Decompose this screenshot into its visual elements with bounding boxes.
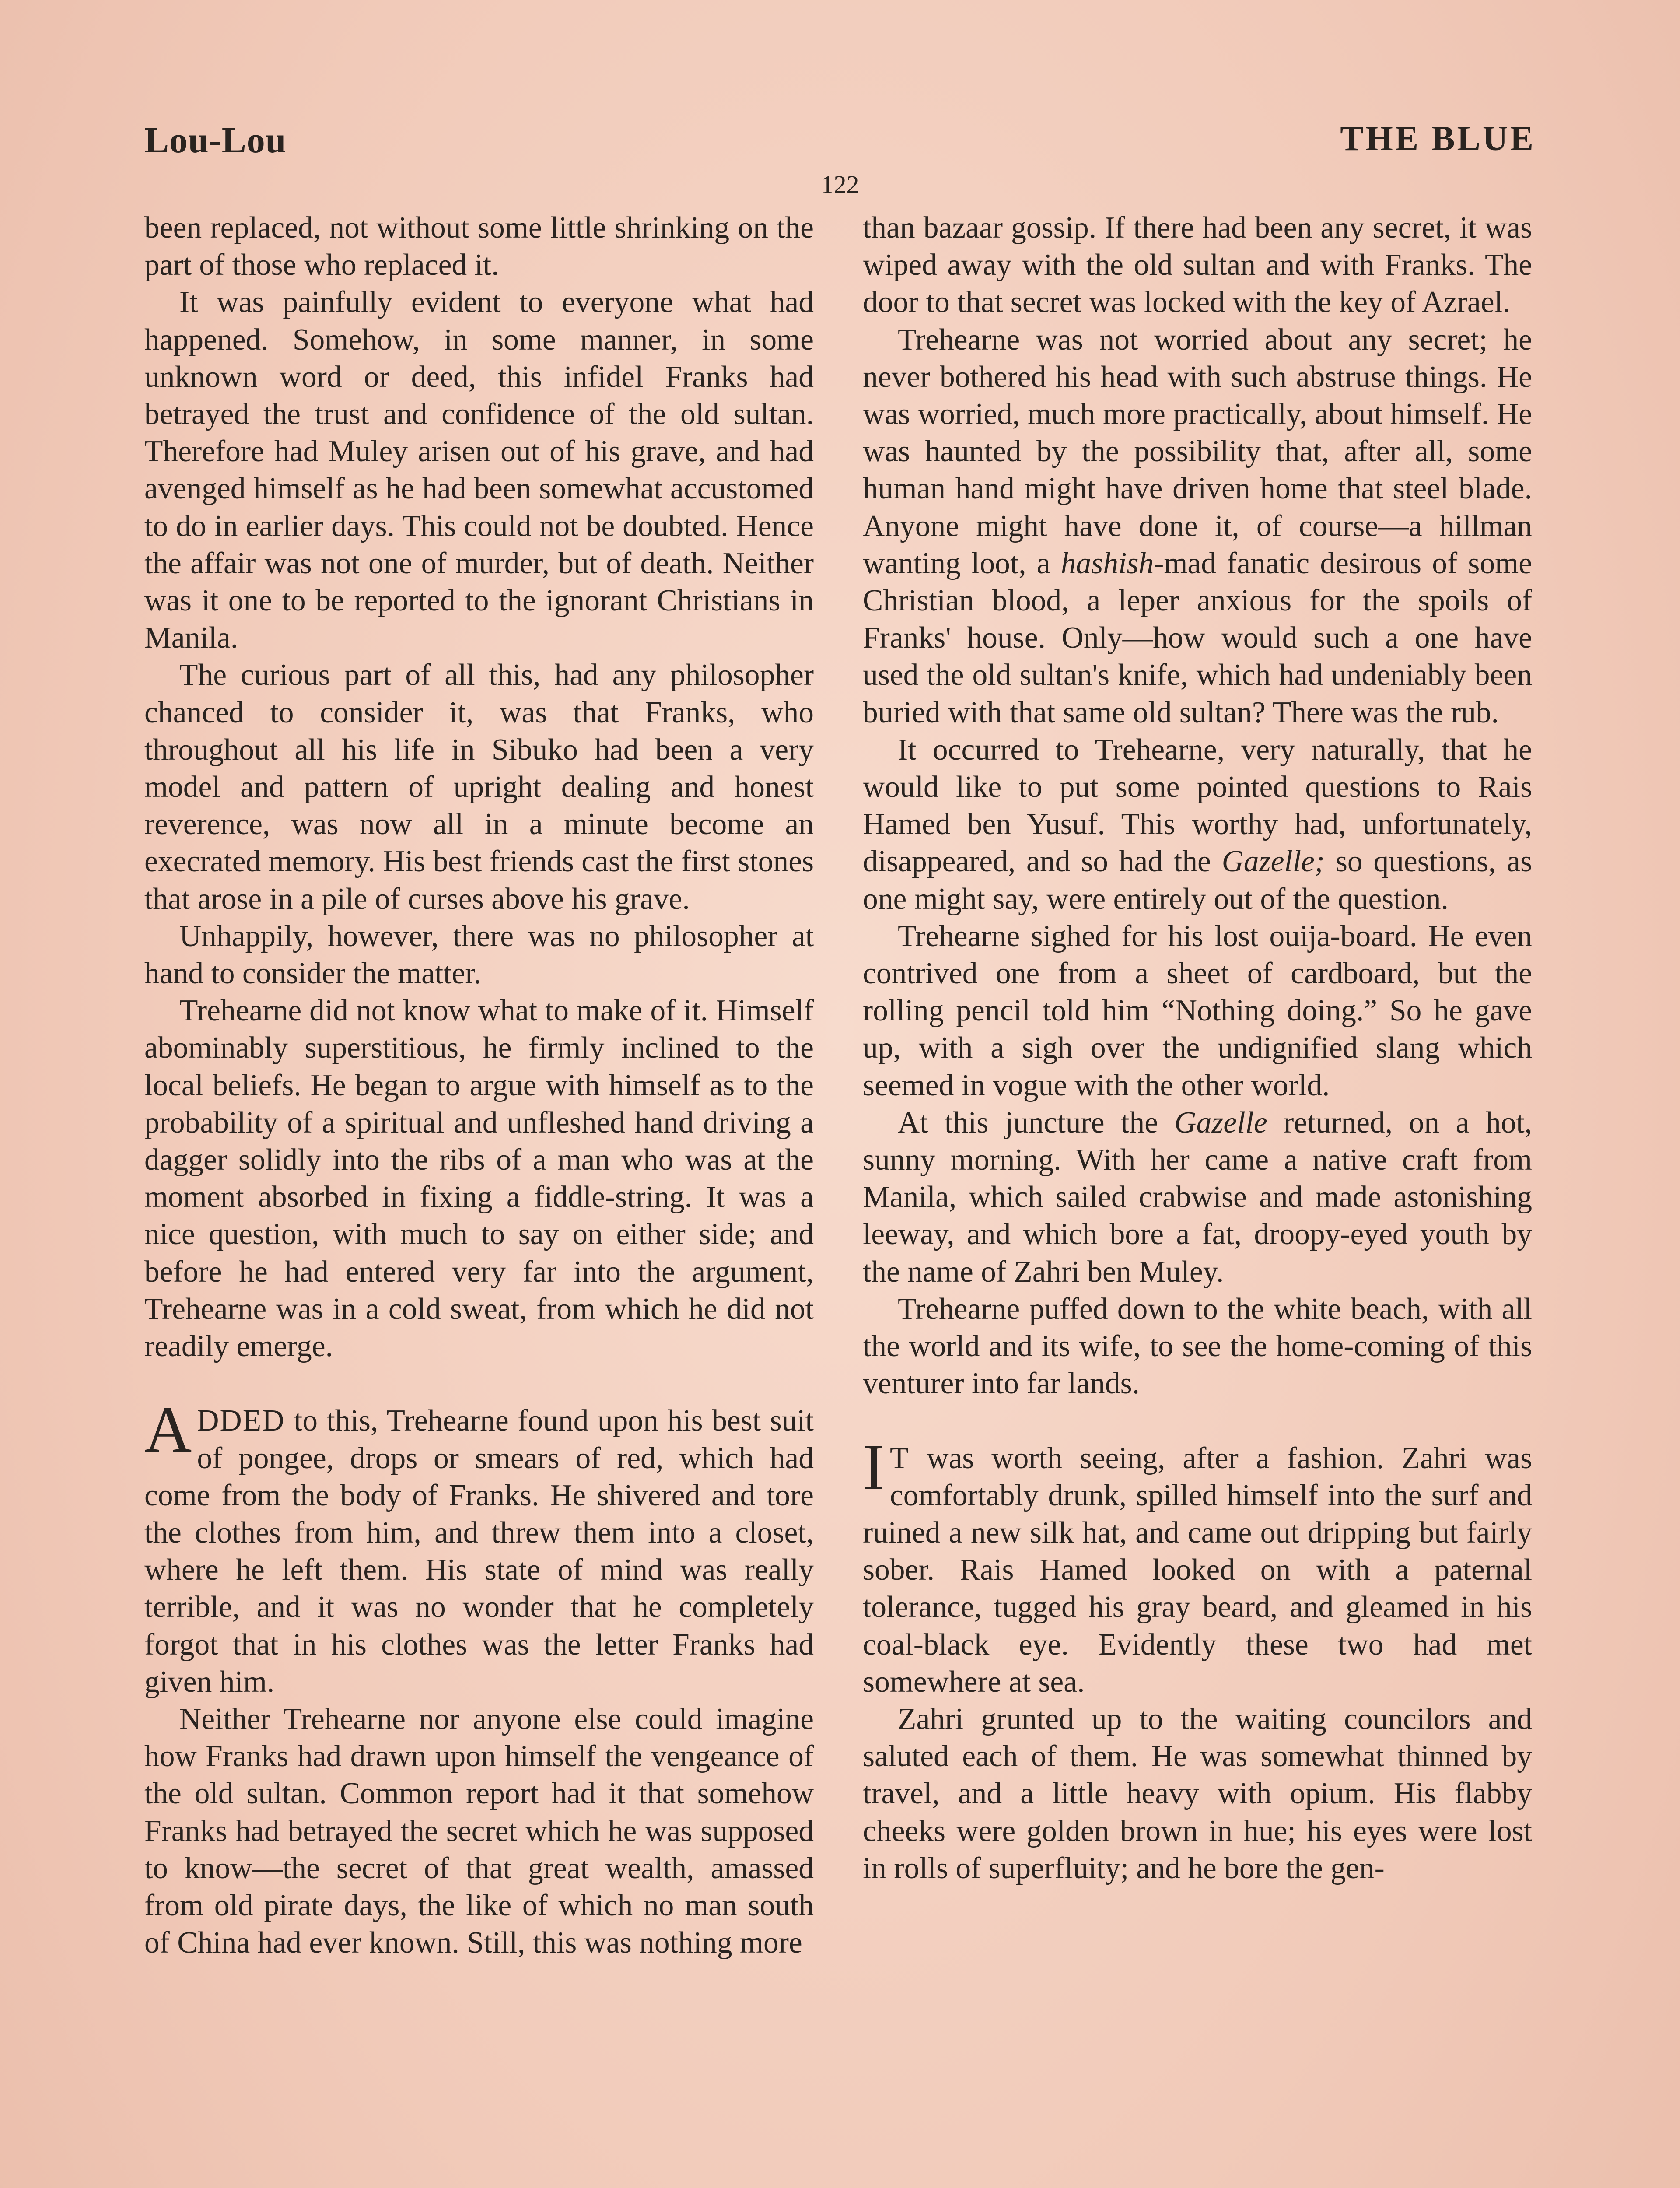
paragraph-text: Trehearne was not worried about any secret; he never bothered his head with such abstruse things. He was worried, much more practically, about himself. He was haunted by the possibility that, after all, some human hand might have driven home that steel blade. Anyone might have done it, of course—a hillman wanting loot, a	[863, 323, 1532, 580]
left-text-column	[144, 209, 814, 1961]
running-head-story-title: Lou-Lou	[144, 120, 287, 161]
page-number: 122	[821, 170, 859, 199]
italic-word: hashish	[1060, 546, 1154, 580]
running-head-magazine-title: THE BLUE	[1340, 119, 1536, 158]
section-opening-paragraph	[863, 1431, 1532, 1701]
italic-ship-name: Gazelle	[1174, 1105, 1267, 1140]
drop-cap: I	[863, 1431, 885, 1504]
italic-ship-name: Gazelle;	[1222, 845, 1325, 879]
paragraph: Neither Trehearne nor anyone else could imagine how Franks had drawn upon himself the vengeance of the old sultan. Common report had it that somehow Franks had betrayed the secret which he was supposed to know—the secret of that great wealth, amassed from old pirate days, the like of which no man south of China had ever known. Still, this was nothing more	[144, 1702, 814, 1960]
small-caps-lead: T	[889, 1441, 910, 1475]
paragraph: Trehearne did not know what to make of it. Himself abominably superstitious, he firmly inclined to the local beliefs. He began to argue with himself as to the probability of a spiritual and unfleshed hand driving a dagger solidly into the ribs of a man who was at the moment absorbed in fixing a fiddle-string. It was a nice question, with much to say on either side; and before he had entered very far into the argument, Trehearne was in a cold sweat, from which he did not readily emerge.	[144, 994, 814, 1364]
small-caps-lead: DDED	[197, 1404, 285, 1438]
paragraph-text: It occurred to Trehearne, very naturally, that he would like to put some pointed questions to Rais Hamed ben Yusuf. This worthy had, unfortunately, disappeared, and so had the	[863, 733, 1532, 879]
paragraph-text: -mad fanatic desirous of some Christian blood, a leper anxious for the spoils of Franks' house. Only—how would such a one have used the old sultan's knife, which had undeniably been buried with that same old sultan? There was the rub.	[863, 546, 1532, 729]
paragraph-text: was worth seeing, after a fashion. Zahri was comfortably drunk, spilled himself into the surf and ruined a new silk hat, and came out dripping but fairly sober. Rais Hamed looked on with a paternal tolerance, tugged his gray beard, and gleamed in his coal-black eye. Evidently these two had met somewhere at sea.	[863, 1441, 1532, 1699]
right-text-column	[863, 209, 1532, 1887]
paragraph: Zahri grunted up to the waiting councilors and saluted each of them. He was somewhat thinned by travel, and a little heavy with opium. His flabby cheeks were golden brown in hue; his eyes were lost in rolls of superfluity; and he bore the gen-	[863, 1702, 1532, 1885]
paragraph-text: returned, on a hot, sunny morning. With her came a native craft from Manila, which sailed crabwise and made astonishing leeway, and which bore a fat, droopy-eyed youth by the name of Zahri ben Muley.	[863, 1105, 1533, 1289]
drop-cap: A	[144, 1393, 192, 1466]
paragraph-text: so questions, as one might say, were entirely out of the question.	[863, 845, 1532, 916]
paragraph	[863, 1104, 1532, 1290]
section-opening-paragraph	[144, 1393, 814, 1701]
paragraph	[863, 321, 1532, 731]
paragraph: Trehearne sighed for his lost ouija-board. He even contrived one from a sheet of cardboard, but the rolling pencil told him “Nothing doing.” So he gave up, with a sigh over the undignified slang which seemed in vogue with the other world.	[863, 919, 1532, 1102]
paragraph-text: At this juncture the	[898, 1105, 1175, 1140]
paragraph: It was painfully evident to everyone what had happened. Somehow, in some manner, in some unknown word or deed, this infidel Franks had betrayed the trust and confidence of the old sultan. Therefore had Muley arisen out of his grave, and had avenged himself as he had been somewhat accustomed to do in earlier days. This could not be doubted. Hence the affair was not one of murder, but of death. Neither was it one to be reported to the ignorant Christians in Manila.	[144, 285, 814, 655]
paragraph: Trehearne puffed down to the white beach, with all the world and its wife, to see the home-coming of this venturer into far lands.	[863, 1292, 1532, 1401]
paragraph: than bazaar gossip. If there had been any secret, it was wiped away with the old sultan and with Franks. The door to that secret was locked with the key of Azrael.	[863, 211, 1532, 319]
paragraph-text: to this, Trehearne found upon his best suit of pongee, drops or smears of red, which had come from the body of Franks. He shivered and tore the clothes from him, and threw them into a closet, where he left them. His state of mind was really terrible, and it was no wonder that he completely forgot that in his clothes was the letter Franks had given him.	[144, 1404, 814, 1699]
paragraph	[863, 731, 1532, 918]
paragraph: The curious part of all this, had any philosopher chanced to consider it, was that Franks, who throughout all his life in Sibuko had been a very model and pattern of upright dealing and honest reverence, was now all in a minute become an execrated memory. His best friends cast the first stones that arose in a pile of curses above his grave.	[144, 658, 814, 916]
paragraph: been replaced, not without some little shrinking on the part of those who replaced it.	[144, 211, 814, 282]
paragraph: Unhappily, however, there was no philosopher at hand to consider the matter.	[144, 919, 814, 991]
